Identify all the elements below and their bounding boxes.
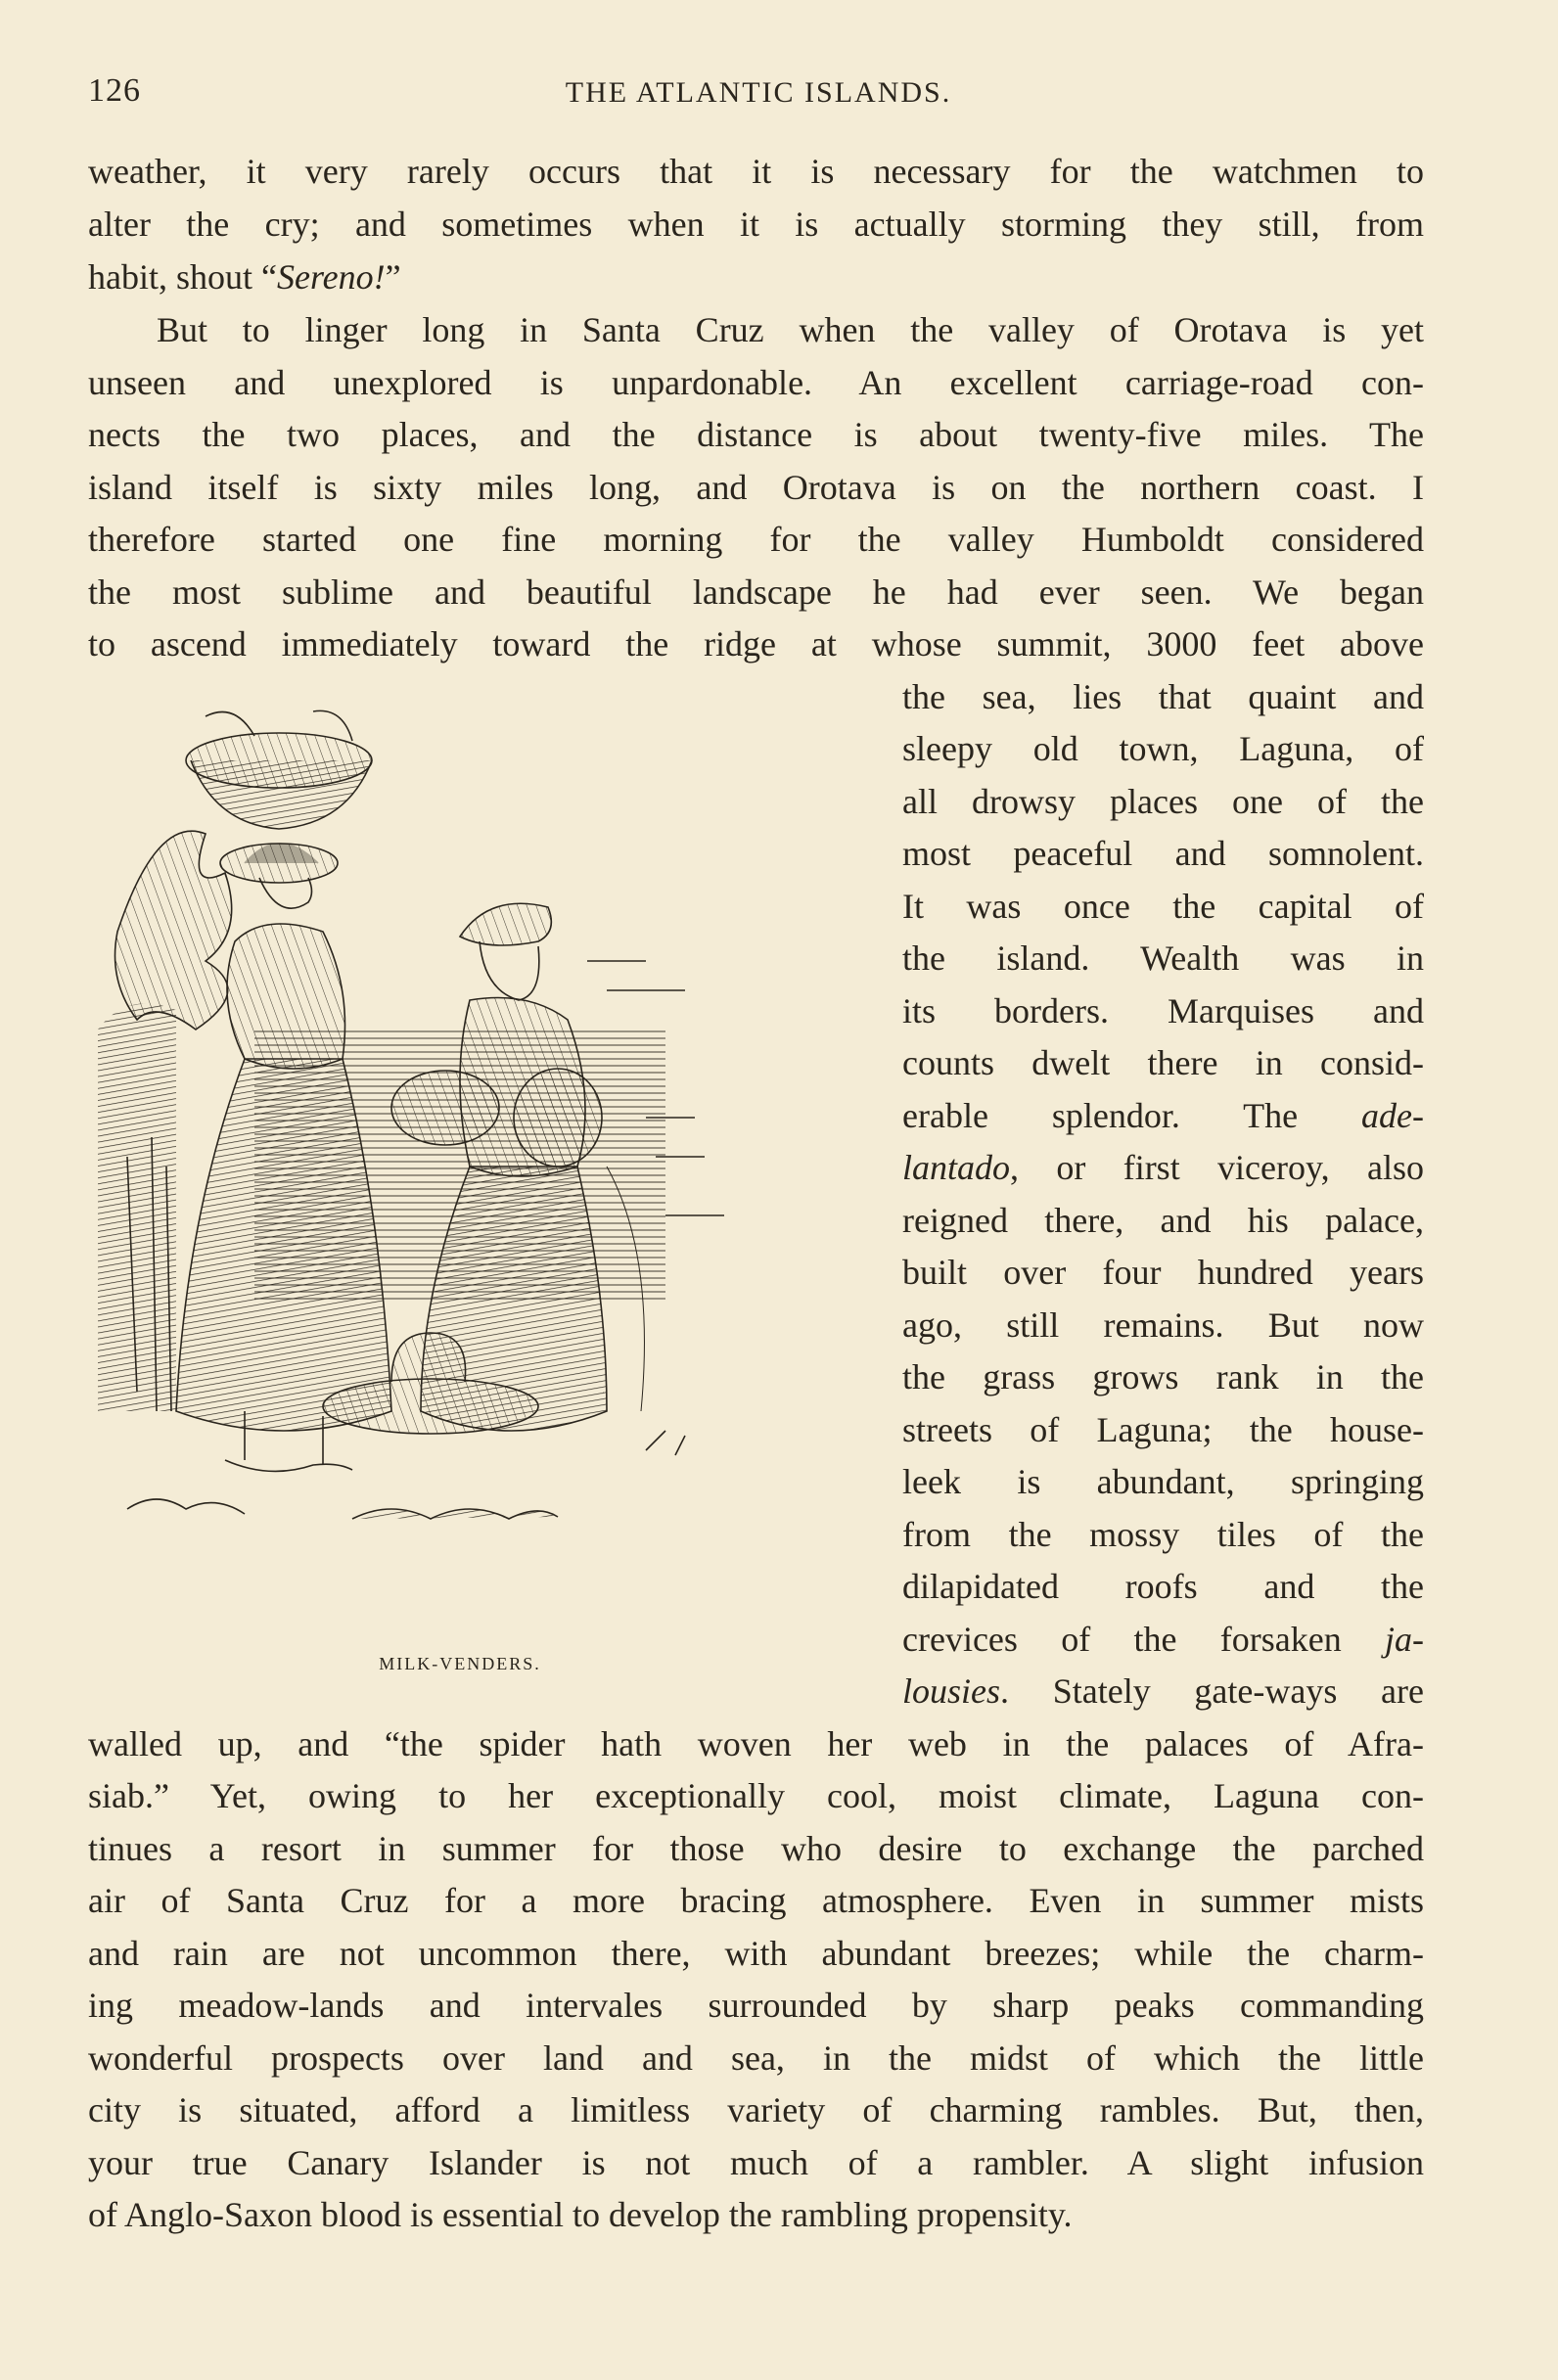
text-line: habit, shout “Sereno!” [88, 257, 401, 297]
page-header [88, 72, 1429, 121]
text-line: your true Canary Islander is not much of a rambler. A slight infusion [88, 2143, 1424, 2182]
text-line: and rain are not uncommon there, with abundant breezes; while the charm- [88, 1934, 1424, 1973]
text-line: most peaceful and somnolent. [902, 834, 1424, 873]
text-line: the sea, lies that quaint and [902, 677, 1424, 716]
text-line: counts dwelt there in consid- [902, 1043, 1424, 1082]
text-line: all drowsy places one of the [902, 782, 1424, 821]
figure-caption: MILK-VENDERS. [379, 1654, 541, 1673]
text-line: walled up, and “the spider hath woven her web in the palaces of Afra- [88, 1724, 1424, 1763]
text-line: from the mossy tiles of the [902, 1515, 1424, 1554]
page-number: 126 [88, 72, 141, 109]
text-line: lantado, or first viceroy, also [902, 1148, 1424, 1187]
text-line: streets of Laguna; the house- [902, 1410, 1424, 1449]
text-line: built over four hundred years [902, 1253, 1424, 1292]
text-line: air of Santa Cruz for a more bracing atmosphere. Even in summer mists [88, 1881, 1424, 1920]
text-line: alter the cry; and sometimes when it is actually storming they still, from [88, 205, 1424, 244]
text-line: erable splendor. The ade- [902, 1096, 1424, 1135]
text-line: siab.” Yet, owing to her exceptionally cool, moist climate, Laguna con- [88, 1776, 1424, 1815]
text-line: dilapidated roofs and the [902, 1567, 1424, 1606]
running-title: THE ATLANTIC ISLANDS. [565, 76, 952, 109]
text-line: therefore started one fine morning for the valley Humboldt considered [88, 520, 1424, 559]
text-line: the island. Wealth was in [902, 938, 1424, 978]
text-line: unseen and unexplored is unpardonable. An excellent carriage-road con- [88, 363, 1424, 402]
text-line: its borders. Marquises and [902, 991, 1424, 1030]
text-line: of Anglo-Saxon blood is essential to develop the rambling propensity. [88, 2195, 1073, 2234]
text-line: sleepy old town, Laguna, of [902, 729, 1424, 768]
text-line: nects the two places, and the distance is about twenty-five miles. The [88, 415, 1424, 454]
text-line: ago, still remains. But now [902, 1305, 1424, 1345]
text-line: ing meadow-lands and intervales surrounded by sharp peaks commanding [88, 1986, 1424, 2025]
text-line: to ascend immediately toward the ridge at whose summit, 3000 feet above [88, 624, 1424, 664]
text-line: It was once the capital of [902, 887, 1424, 926]
text-line: weather, it very rarely occurs that it is necessary for the watchmen to [88, 152, 1424, 191]
text-line: leek is abundant, springing [902, 1462, 1424, 1501]
text-line: lousies. Stately gate-ways are [902, 1671, 1424, 1711]
text-line: tinues a resort in summer for those who desire to exchange the parched [88, 1829, 1424, 1868]
text-line: crevices of the forsaken ja- [902, 1620, 1424, 1659]
text-line: But to linger long in Santa Cruz when the valley of Orotava is yet [157, 310, 1424, 349]
text-line: island itself is sixty miles long, and Orotava is on the northern coast. I [88, 468, 1424, 507]
text-line: the most sublime and beautiful landscape he had ever seen. We began [88, 572, 1424, 612]
text-line: city is situated, afford a limitless variety of charming rambles. But, then, [88, 2090, 1424, 2129]
milk-venders-illustration [98, 707, 871, 1636]
text-line: wonderful prospects over land and sea, in the midst of which the little [88, 2038, 1424, 2078]
text-line: the grass grows rank in the [902, 1357, 1424, 1396]
text-line: reigned there, and his palace, [902, 1201, 1424, 1240]
